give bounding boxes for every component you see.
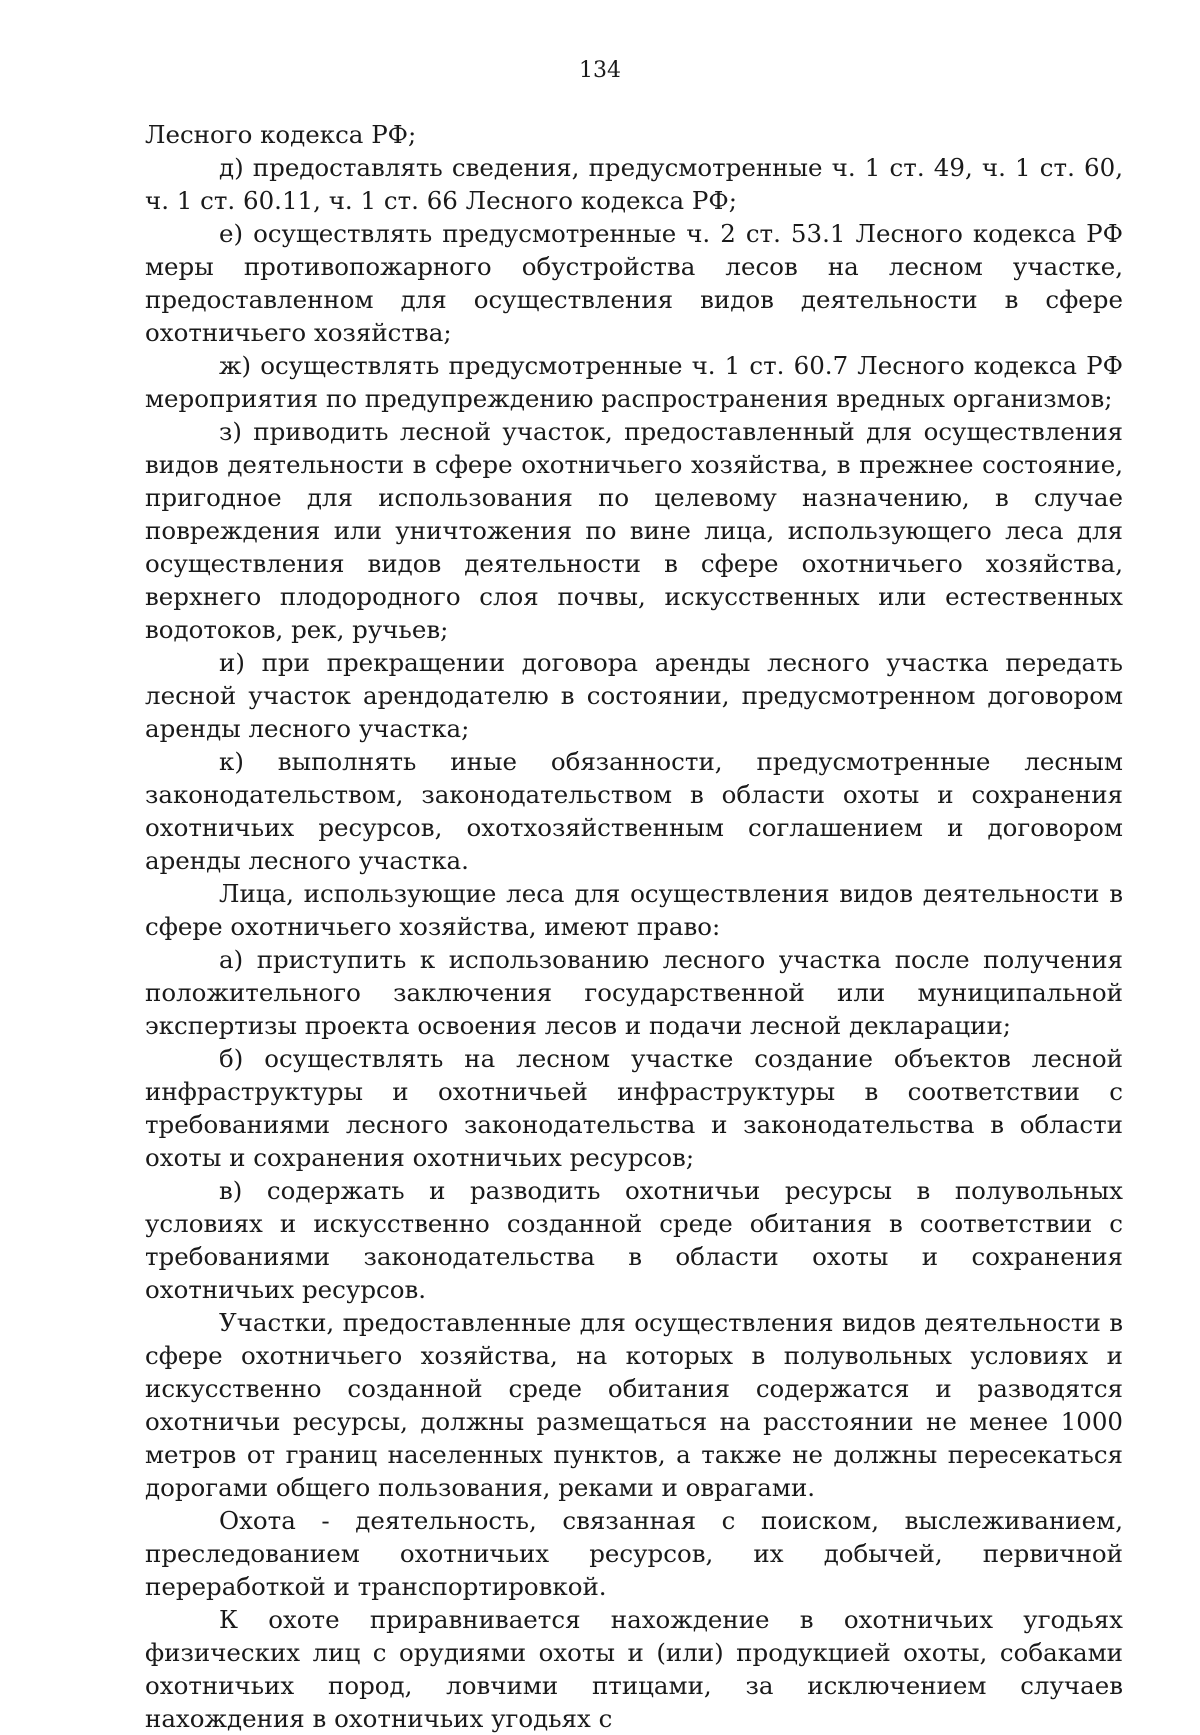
document-body: [145, 118, 1123, 1735]
paragraph-right-a: а) приступить к использованию лесного участка после получения положительного заключения государственной или муниципальной экспертизы проекта освоения лесов и подачи лесной декларации;: [145, 945, 1123, 1040]
paragraph-item-e: е) осуществлять предусмотренные ч. 2 ст. 53.1 Лесного кодекса РФ меры противопожарного обустройства лесов на лесном участке, предоставленном для осуществления видов деятельности в сфере охотничьего хозяйства;: [145, 219, 1123, 347]
paragraph-right-v: в) содержать и разводить охотничьи ресурсы в полувольных условиях и искусственно созданной среде обитания в соответствии с требованиями законодательства в области охоты и сохранения охотничьих ресурсов.: [145, 1176, 1123, 1304]
paragraph-item-k: к) выполнять иные обязанности, предусмотренные лесным законодательством, законодательством в области охоты и сохранения охотничьих ресурсов, охотхозяйственным соглашением и договором аренды лесного участка.: [145, 747, 1123, 875]
paragraph-item-i: и) при прекращении договора аренды лесного участка передать лесной участок арендодателю в состоянии, предусмотренном договором аренды лесного участка;: [145, 648, 1123, 743]
paragraph-hunting-equivalent: К охоте приравнивается нахождение в охотничьих угодьях физических лиц с орудиями охоты и (или) продукцией охоты, собаками охотничьих пород, ловчими птицами, за исключением случаев нахождения в охотничьих угодьях с: [145, 1605, 1123, 1733]
paragraph-right-b: б) осуществлять на лесном участке создание объектов лесной инфраструктуры и охотничьей инфраструктуры в соответствии с требованиями лесного законодательства и законодательства в области охоты и сохранения охотничьих ресурсов;: [145, 1044, 1123, 1172]
paragraph-plots: Участки, предоставленные для осуществления видов деятельности в сфере охотничьего хозяйства, на которых в полувольных условиях и искусственно созданной среде обитания содержатся и разводятся охотничьи ресурсы, должны размещаться на расстоянии не менее 1000 метров от границ населенных пунктов, а также не должны пересекаться дорогами общего пользования, реками и оврагами.: [145, 1308, 1123, 1502]
page-number: 134: [579, 58, 621, 83]
paragraph-item-z: з) приводить лесной участок, предоставленный для осуществления видов деятельности в сфере охотничьего хозяйства, в прежнее состояние, пригодное для использования по целевому назначению, в случае повреждения или уничтожения по вине лица, использующего леса для осуществления видов деятельности в сфере охотничьего хозяйства, верхнего плодородного слоя почвы, искусственных или естественных водотоков, рек, ручьев;: [145, 417, 1123, 644]
paragraph-item-zh: ж) осуществлять предусмотренные ч. 1 ст. 60.7 Лесного кодекса РФ мероприятия по предупреждению распространения вредных организмов;: [145, 351, 1123, 413]
paragraph-hunting-definition: Охота - деятельность, связанная с поиском, выслеживанием, преследованием охотничьих ресурсов, их добычей, первичной переработкой и транспортировкой.: [145, 1506, 1123, 1601]
paragraph-continuation: Лесного кодекса РФ;: [145, 120, 417, 149]
paragraph-item-d: д) предоставлять сведения, предусмотренные ч. 1 ст. 49, ч. 1 ст. 60, ч. 1 ст. 60.11, ч. 1 ст. 66 Лесного кодекса РФ;: [145, 153, 1123, 215]
paragraph-rights-intro: Лица, использующие леса для осуществления видов деятельности в сфере охотничьего хозяйства, имеют право:: [145, 879, 1123, 941]
